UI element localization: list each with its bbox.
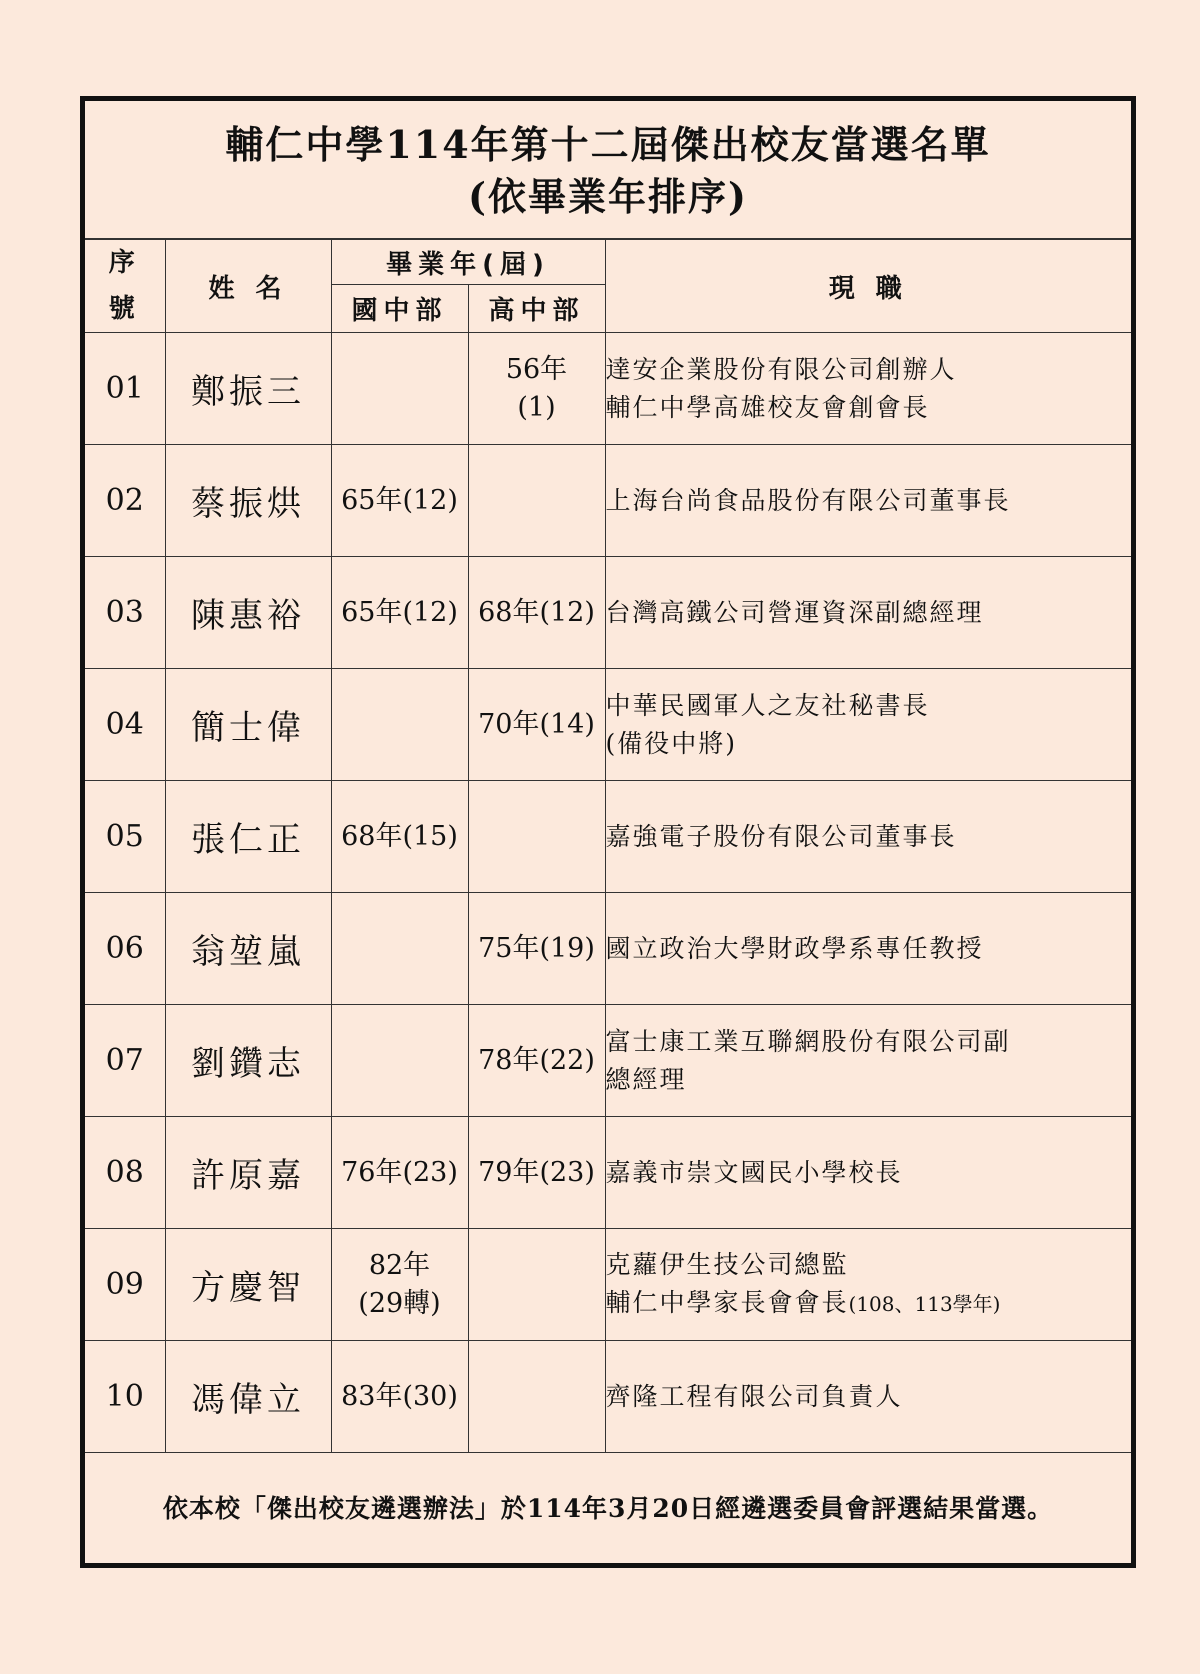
row-position-line1: 嘉義市崇文國民小學校長	[605, 1157, 903, 1187]
table-row	[85, 1341, 1131, 1453]
row-senior: 70年(14)	[468, 669, 605, 781]
row-position-line1: 達安企業股份有限公司創辦人	[605, 354, 957, 384]
row-junior	[331, 1005, 468, 1117]
page-subtitle: (依畢業年排序)	[468, 174, 748, 219]
row-position	[605, 557, 1131, 669]
table-row	[85, 1229, 1131, 1341]
row-name: 鄭振三	[165, 333, 331, 445]
row-senior: 68年(12)	[468, 557, 605, 669]
row-junior: 68年(15)	[331, 781, 468, 893]
row-position-line1: 上海台尚食品股份有限公司董事長	[605, 485, 1011, 515]
table-row	[85, 445, 1131, 557]
header-name: 姓 名	[165, 240, 331, 333]
row-name: 方慶智	[165, 1229, 331, 1341]
table-row	[85, 1005, 1131, 1117]
header-position: 現 職	[605, 240, 1131, 333]
row-position	[605, 669, 1131, 781]
row-position	[605, 1117, 1131, 1229]
row-position-line1: 齊隆工程有限公司負責人	[605, 1381, 903, 1411]
row-position-line2: 總經理	[605, 1064, 687, 1094]
row-position-line2	[606, 1284, 1132, 1323]
header-junior: 國中部	[331, 285, 468, 333]
row-seq: 01	[85, 333, 165, 445]
table-row	[85, 893, 1131, 1005]
row-senior: 75年(19)	[468, 893, 605, 1005]
row-position-line2-main: 輔仁中學家長會會長	[605, 1288, 849, 1317]
row-junior	[331, 893, 468, 1005]
row-senior	[468, 781, 605, 893]
header-seq-top: 序	[108, 248, 141, 278]
row-senior	[468, 333, 605, 445]
header-seq-bottom: 號	[108, 294, 141, 324]
row-position	[605, 1229, 1131, 1341]
row-junior: 76年(23)	[331, 1117, 468, 1229]
row-senior: 79年(23)	[468, 1117, 605, 1229]
row-position-line1: 中華民國軍人之友社秘書長	[605, 690, 930, 720]
table-row	[85, 1117, 1131, 1229]
row-name: 張仁正	[165, 781, 331, 893]
footer-note: 依本校「傑出校友遴選辦法」於114年3月20日經遴選委員會評選結果當選。	[162, 1494, 1054, 1523]
table-row	[85, 557, 1131, 669]
row-junior-line1: 82年	[368, 1249, 431, 1281]
row-name: 陳惠裕	[165, 557, 331, 669]
row-position-line1: 克蘿伊生技公司總監	[605, 1250, 849, 1279]
row-position-line1: 富士康工業互聯網股份有限公司副	[605, 1026, 1011, 1056]
row-name: 劉鑽志	[165, 1005, 331, 1117]
row-junior: 65年(12)	[331, 445, 468, 557]
row-seq: 02	[85, 445, 165, 557]
row-name: 蔡振烘	[165, 445, 331, 557]
header-senior: 高中部	[468, 285, 605, 333]
row-senior-line1: 56年	[505, 353, 568, 385]
row-junior	[331, 669, 468, 781]
row-name: 馮偉立	[165, 1341, 331, 1453]
row-name: 翁堃嵐	[165, 893, 331, 1005]
row-senior-line2: (1)	[517, 391, 556, 423]
row-junior	[331, 333, 468, 445]
row-position-line2: 輔仁中學高雄校友會創會長	[605, 392, 930, 422]
row-position	[605, 893, 1131, 1005]
row-senior	[468, 1229, 605, 1341]
row-position	[605, 445, 1131, 557]
row-senior	[468, 445, 605, 557]
row-position-line1: 國立政治大學財政學系專任教授	[605, 933, 984, 963]
title-block	[85, 101, 1131, 239]
row-position	[605, 1341, 1131, 1453]
row-seq: 08	[85, 1117, 165, 1229]
table-row	[85, 333, 1131, 445]
row-name: 許原嘉	[165, 1117, 331, 1229]
document-frame	[80, 96, 1136, 1568]
table-row	[85, 669, 1131, 781]
row-junior: 65年(12)	[331, 557, 468, 669]
row-seq: 05	[85, 781, 165, 893]
row-seq: 09	[85, 1229, 165, 1341]
row-seq: 10	[85, 1341, 165, 1453]
row-junior-line2: (29轉)	[358, 1287, 441, 1319]
row-position	[605, 1005, 1131, 1117]
row-position	[605, 333, 1131, 445]
table-row	[85, 781, 1131, 893]
row-position-line2: (備役中將)	[605, 728, 738, 758]
row-position-line2-note: (108、113學年)	[848, 1292, 1001, 1316]
row-seq: 04	[85, 669, 165, 781]
header-seq	[85, 240, 165, 333]
alumni-table	[85, 239, 1131, 1453]
row-junior	[331, 1229, 468, 1341]
row-seq: 06	[85, 893, 165, 1005]
row-junior: 83年(30)	[331, 1341, 468, 1453]
row-name: 簡士偉	[165, 669, 331, 781]
header-grad-year: 畢業年(屆)	[331, 240, 605, 285]
row-position	[605, 781, 1131, 893]
row-position-line1: 台灣高鐵公司營運資深副總經理	[605, 597, 984, 627]
row-seq: 07	[85, 1005, 165, 1117]
page-title: 輔仁中學114年第十二屆傑出校友當選名單	[225, 122, 991, 167]
row-seq: 03	[85, 557, 165, 669]
row-senior	[468, 1341, 605, 1453]
row-position-line1: 嘉強電子股份有限公司董事長	[605, 821, 957, 851]
row-senior: 78年(22)	[468, 1005, 605, 1117]
